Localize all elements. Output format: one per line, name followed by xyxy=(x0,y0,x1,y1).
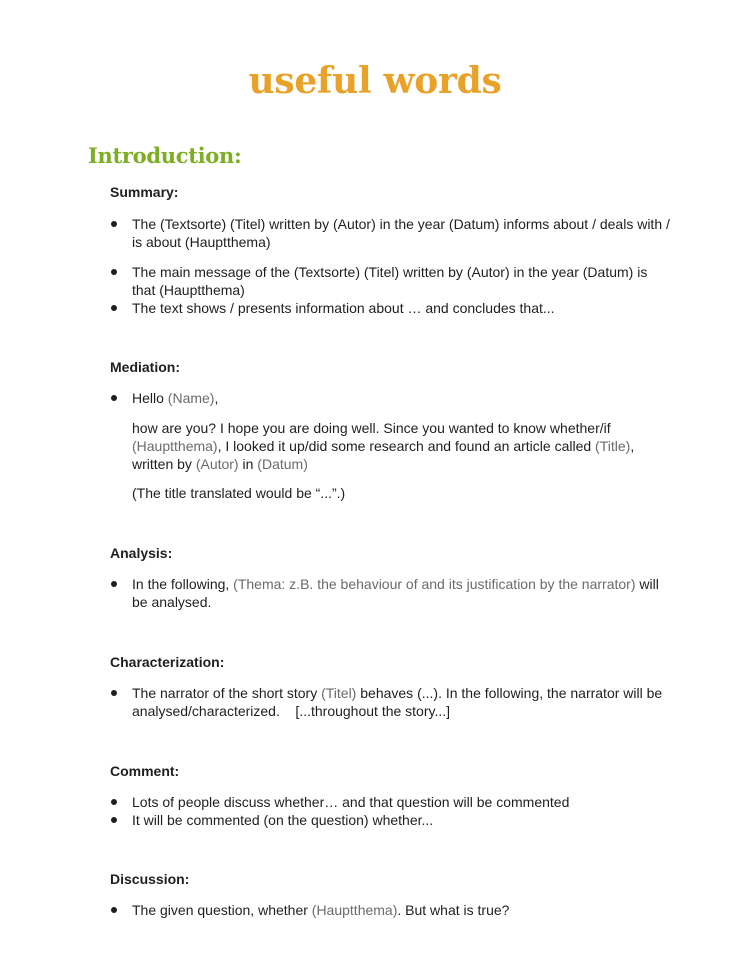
list-item xyxy=(110,811,670,829)
summary-section xyxy=(110,183,670,317)
list-item xyxy=(110,684,670,720)
characterization-text: behaves (...). In the following, the narrator will be analysed/characterized. [...throughout the story...] xyxy=(132,685,667,719)
analysis-section xyxy=(110,544,670,611)
list-item xyxy=(110,575,670,611)
summary-bullet-3: The text shows / presents information about … and concludes that... xyxy=(132,300,555,316)
summary-bullet-1: The (Textsorte) (Titel) written by (Autor) in the year (Datum) informs about / deals with / is about (Hauptthema) xyxy=(132,216,670,250)
mediation-text: , written by xyxy=(132,438,635,472)
bullet-icon xyxy=(111,799,117,805)
mediation-title-placeholder: (Title) xyxy=(595,438,631,454)
mediation-autor: (Autor) xyxy=(195,456,239,472)
list-item xyxy=(110,389,670,407)
discussion-hauptthema: (Hauptthema) xyxy=(311,902,398,918)
document-title: useful words xyxy=(248,60,502,102)
mediation-name-placeholder: (Name) xyxy=(167,390,215,406)
comment-section xyxy=(110,762,670,829)
summary-list xyxy=(110,215,670,317)
comment-bullet-1: Lots of people discuss whether… and that question will be commented xyxy=(132,794,570,810)
analysis-list xyxy=(110,575,670,611)
mediation-text: how are you? I hope you are doing well. Since you wanted to know whether/if xyxy=(132,420,611,436)
bullet-icon xyxy=(111,907,117,913)
bullet-icon xyxy=(111,269,117,275)
list-item xyxy=(110,793,670,811)
list-item xyxy=(110,215,670,251)
bullet-icon xyxy=(111,817,117,823)
mediation-list xyxy=(110,389,670,407)
characterization-heading: Characterization: xyxy=(110,654,225,670)
mediation-heading: Mediation: xyxy=(110,359,180,375)
bullet-icon xyxy=(111,581,117,587)
mediation-paragraph-2: (The title translated would be “...”.) xyxy=(132,485,346,501)
list-item xyxy=(110,263,670,299)
mediation-hauptthema: (Hauptthema) xyxy=(132,438,218,454)
discussion-heading: Discussion: xyxy=(110,871,190,887)
discussion-section xyxy=(110,870,670,919)
mediation-text: , I looked it up/did some research and found an article called xyxy=(217,438,596,454)
bullet-icon xyxy=(111,221,117,227)
bullet-icon xyxy=(111,305,117,311)
bullet-icon xyxy=(111,690,117,696)
characterization-section xyxy=(110,653,670,720)
mediation-text: in xyxy=(238,456,258,472)
summary-bullet-2: The main message of the (Textsorte) (Titel) written by (Autor) in the year (Datum) is that (Hauptthema) xyxy=(132,264,648,298)
list-item xyxy=(110,901,670,919)
comment-list xyxy=(110,793,670,829)
section-heading-introduction: Introduction: xyxy=(88,143,242,168)
characterization-list xyxy=(110,684,670,720)
comment-heading: Comment: xyxy=(110,763,180,779)
mediation-datum: (Datum) xyxy=(257,456,308,472)
characterization-titel: (Titel) xyxy=(321,685,357,701)
discussion-text: . But what is true? xyxy=(397,902,510,918)
analysis-heading: Analysis: xyxy=(110,545,173,561)
characterization-text: The narrator of the short story xyxy=(132,685,322,701)
discussion-list xyxy=(110,901,670,919)
list-item xyxy=(110,299,670,317)
analysis-text: will be analysed. xyxy=(132,576,659,610)
comment-bullet-2: It will be commented (on the question) whether... xyxy=(132,812,434,828)
analysis-thema: (Thema: z.B. the behaviour of and its justification by the narrator) xyxy=(233,576,636,592)
mediation-section xyxy=(110,358,670,502)
mediation-hello: Hello xyxy=(132,390,168,406)
discussion-text: The given question, whether xyxy=(132,902,312,918)
summary-heading: Summary: xyxy=(110,184,179,200)
analysis-text: In the following, xyxy=(132,576,234,592)
mediation-paragraph-1 xyxy=(110,419,670,473)
mediation-comma: , xyxy=(214,390,219,406)
bullet-icon xyxy=(111,395,117,401)
